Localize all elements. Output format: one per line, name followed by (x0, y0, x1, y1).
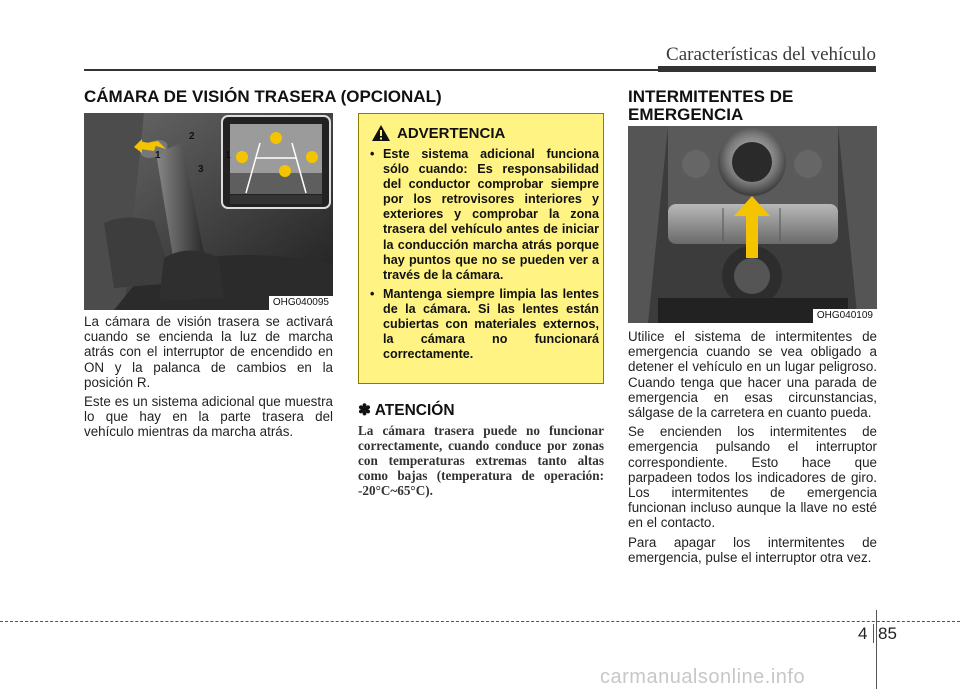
caution-text: La cámara trasera puede no funcionar correctamente, cuando conduce por zonas con temperaturas extremas tanto altas como bajas (temperatura de operación: -20°C~65°C). (358, 423, 604, 498)
warning-item-text: Este sistema adicional funciona sólo cuando: Es responsabilidad del conductor comprobar siempre por los retrovisores interiores y exteriores y comprobar la zona trasera del vehículo antes de iniciar la conducción marcha atrás porque hay puntos que no se pueden ver a través de la cámara. (383, 147, 599, 282)
warning-triangle-icon (371, 124, 391, 142)
callout-1-left: 1 (155, 150, 161, 161)
hazard-title-line-1: INTERMITENTES DE (628, 87, 794, 106)
warning-list (367, 147, 599, 366)
hazard-image-code: OHG040109 (813, 309, 877, 323)
warning-title: ADVERTENCIA (397, 124, 506, 142)
chapter-title: Características del vehículo (666, 44, 876, 65)
footer-dashed-rule (0, 621, 960, 622)
page-number-divider (873, 624, 874, 643)
warning-bullet: • (370, 147, 375, 161)
rear-camera-paragraph-2: Este es un sistema adicional que muestra lo que hay en la parte trasera del vehículo mientras da marcha atrás. (84, 394, 333, 440)
warning-item-text: Mantenga siempre limpia las lentes de la cámara. Si las lentes están cubiertas con materiales externos, la cámara no funcionará correctamente. (383, 286, 599, 362)
warning-header (371, 124, 505, 142)
rear-camera-section-title: CÁMARA DE VISIÓN TRASERA (OPCIONAL) (84, 87, 442, 106)
rear-camera-description (84, 314, 333, 444)
header-bar (658, 66, 876, 72)
caution-title: ✽ ATENCIÓN (358, 402, 455, 419)
callout-1-right: 1 (225, 150, 231, 161)
rear-camera-image-code: OHG040095 (269, 296, 333, 310)
warning-box (358, 113, 604, 384)
rear-camera-photo (84, 113, 333, 310)
gear-shift-illustration (84, 113, 333, 310)
page-number: 85 (878, 624, 897, 643)
hazard-description (628, 329, 877, 569)
warning-item (367, 147, 599, 283)
page-chapter-number: 4 (858, 624, 868, 643)
hazard-paragraph-1: Utilice el sistema de intermitentes de emergencia cuando se vea obligado a detener el vehículo en un lugar peligroso. Cuando tenga que hacer una parada de emergencia en esas circunstancias, sálgase de la carretera en cuanto pueda. (628, 329, 877, 421)
hazard-switch-photo (628, 126, 877, 323)
footer-vertical-rule (876, 610, 877, 689)
callout-3: 3 (198, 164, 204, 175)
hazard-console-illustration (628, 126, 877, 323)
watermark: carmanualsonline.info (600, 666, 806, 688)
hazard-paragraph-2: Se encienden los intermitentes de emergencia pulsando el interruptor correspondiente. Esto hace que parpadeen todos los indicadores de giro. Los intermitentes de emergencia funcionan incluso aunque la llave no esté en el contacto. (628, 424, 877, 531)
hazard-title-line-2: EMERGENCIA (628, 105, 744, 124)
callout-2: 2 (189, 131, 195, 142)
warning-item (367, 287, 599, 362)
hazard-section-title (628, 88, 793, 124)
hazard-paragraph-3: Para apagar los intermitentes de emergencia, pulse el interruptor otra vez. (628, 534, 877, 565)
header-rule (84, 69, 664, 71)
rear-camera-paragraph-1: La cámara de visión trasera se activará cuando se encienda la luz de marcha atrás con el interruptor de encendido en ON y la palanca de cambios en la posición R. (84, 314, 333, 390)
warning-bullet: • (370, 286, 375, 301)
